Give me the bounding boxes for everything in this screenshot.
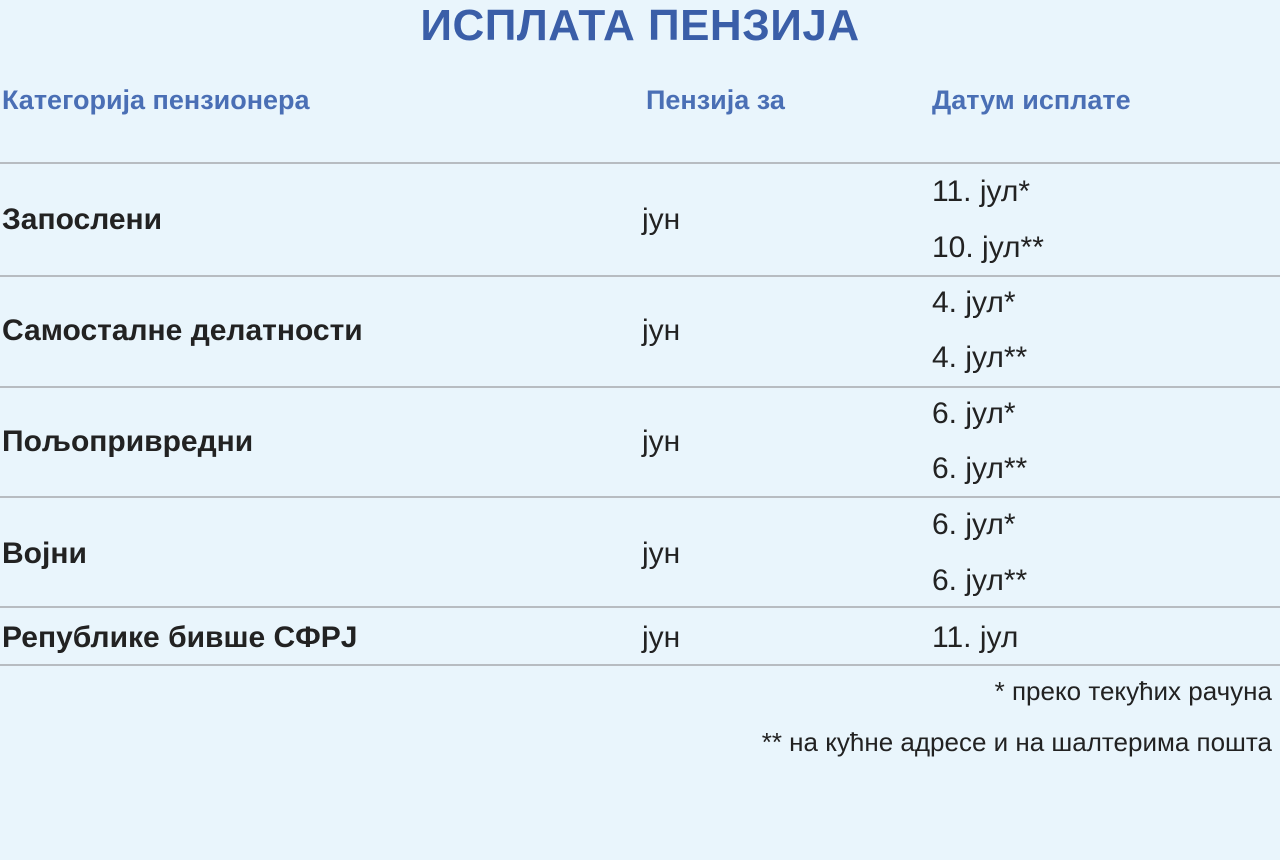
page-title: ИСПЛАТА ПЕНЗИЈА: [420, 1, 860, 50]
footnote-current-account: * преко текућих рачуна: [994, 676, 1272, 706]
header-divider: [0, 162, 1280, 164]
row-category: Пољопривредни: [2, 425, 254, 458]
row-category: Самосталне делатности: [2, 314, 363, 347]
row-category: Запослени: [2, 203, 163, 236]
row-date-current-account: 4. јул*: [932, 286, 1016, 319]
row-date-home-delivery: 10. јул**: [932, 231, 1044, 264]
footnote-home-delivery: ** на кућне адресе и на шалтерима пошта: [761, 727, 1272, 757]
row-date-current-account: 6. јул*: [932, 508, 1016, 541]
row-divider: [0, 275, 1280, 277]
row-category: Војни: [2, 537, 87, 570]
row-date-current-account: 6. јул*: [932, 397, 1016, 430]
row-month: јун: [642, 537, 681, 570]
row-divider: [0, 386, 1280, 388]
row-month: јун: [642, 314, 681, 347]
row-category: Републике бивше СФРЈ: [2, 621, 358, 654]
header-pension-for: Пензија за: [646, 85, 785, 115]
row-month: јун: [642, 621, 681, 654]
row-date-home-delivery: 4. јул**: [932, 341, 1028, 374]
row-date-current-account: 11. јул*: [932, 175, 1030, 208]
header-category: Категорија пензионера: [2, 85, 310, 115]
row-month: јун: [642, 425, 681, 458]
table-bottom-divider: [0, 664, 1280, 666]
row-divider: [0, 606, 1280, 608]
header-payment-date: Датум исплате: [932, 85, 1131, 115]
row-date-home-delivery: 6. јул**: [932, 452, 1028, 485]
row-month: јун: [642, 203, 681, 236]
row-date-home-delivery: 6. јул**: [932, 564, 1028, 597]
row-divider: [0, 496, 1280, 498]
row-date: 11. јул: [932, 621, 1019, 654]
